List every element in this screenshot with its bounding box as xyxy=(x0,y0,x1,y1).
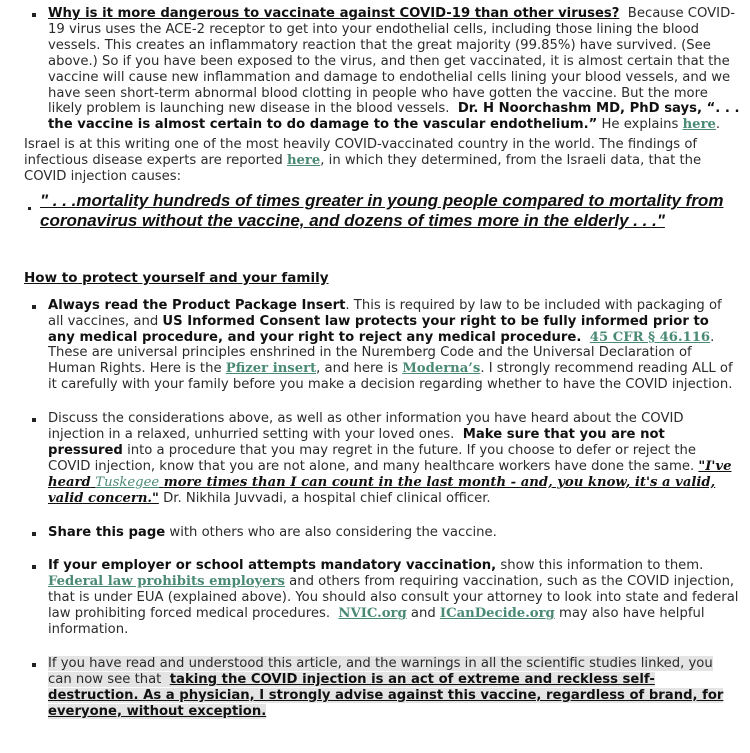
conclusion-text: If you have read and understood this article, and the warnings in all the scientific studies linked, you can now see that xyxy=(48,656,713,687)
package-insert-text: . This is required by law to be included with packaging of all vaccines, and xyxy=(48,297,722,329)
tuskegee-link[interactable]: Tuskegee xyxy=(95,474,160,490)
protect-item-discuss xyxy=(48,411,740,506)
explains-here-link[interactable]: here xyxy=(682,117,716,133)
and-text: and xyxy=(410,606,436,622)
conclusion-bold: taking the COVID injection is an act of extreme and reckless self-destruction. As a physician, I strongly advise against this vaccine, regardless of brand, for everyone, without exception. xyxy=(48,671,724,719)
cfr-link[interactable]: 45 CFR § 46.116 xyxy=(589,329,711,345)
principles-text: . These are universal principles enshrined in the Nuremberg Code and the Universal Declaration of Human Rights. Here is the xyxy=(48,329,715,377)
not-pressured-bold: Make sure that you are not pressured xyxy=(48,427,665,458)
faq-item-vaccination-danger xyxy=(48,6,740,133)
helpful-text: may also have helpful information. xyxy=(48,606,705,638)
israel-text-2: , in which they determined, from the Israeli data, that the COVID injection causes: xyxy=(24,153,702,185)
package-insert-bold: Always read the Product Package Insert xyxy=(48,297,346,313)
federal-law-link[interactable]: Federal law prohibits employers xyxy=(48,574,285,590)
faq-question: Why is it more dangerous to vaccinate against COVID-19 than other viruses? xyxy=(48,6,620,21)
discuss-text: Discuss the considerations above, as well as other information you have heard about the COVID injection in a relaxed, unhurried setting with your loved ones. xyxy=(48,411,684,443)
protect-list xyxy=(24,298,740,720)
share-text: with others who are also considering the vaccine. xyxy=(169,524,497,540)
faq-list xyxy=(24,6,740,133)
israel-paragraph xyxy=(24,137,740,185)
noorchashm-quote: Dr. H Noorchashm MD, PhD says, “. . . the vaccine is almost certain to do damage to the vascular endothelium.” xyxy=(48,101,740,133)
israel-quote-list xyxy=(24,191,740,231)
protect-heading: How to protect yourself and your family xyxy=(24,269,329,286)
icandecide-link[interactable]: ICanDecide.org xyxy=(439,606,555,622)
employer-text: show this information to them. xyxy=(500,558,704,574)
regret-text: into a procedure that you may regret in the future. If you choose to defer or reject the COVID injection, know that you are not alone, and many healthcare workers have done the same. xyxy=(48,442,696,474)
israel-quote-item xyxy=(40,191,740,231)
israel-here-link[interactable]: here xyxy=(286,153,321,169)
eua-text: and others from requiring vaccination, such as the COVID injection, that is under EUA (explained above). You should also consult your attorney to look into state and federal law prohibiting forced medical procedures. xyxy=(48,574,739,622)
faq-answer-text: Because COVID-19 virus uses the ACE-2 receptor to get into your endothelial cells, including those lining the blood vessels. This creates an inflammatory reaction that the great majority (99.85%) have survived. (See above.) So if you have been exposed to the virus, and then get vaccinated, it is almost certain that the vaccine will cause new inflammation and damage to endothelial cells lining your blood vessels, and we have seen short-term abnormal blood clotting in people who have gotten the vaccine. But the more likely problem is launching new disease in the blood vessels. xyxy=(48,6,735,117)
israel-text: Israel is at this writing one of the most heavily COVID-vaccinated country in the world. The findings of infectious disease experts are reported xyxy=(24,137,698,169)
mortality-quote: " . . .mortality hundreds of times greater in young people compared to mortality from coronavirus without the vaccine, and dozens of times more in the elderly . . ." xyxy=(40,190,724,230)
recommend-text: . I strongly recommend reading ALL of it carefully with your family before you make a decision regarding whether to have the COVID injection. xyxy=(48,361,733,393)
protect-item-employer xyxy=(48,558,740,638)
share-bold: Share this page xyxy=(48,524,166,540)
period: . xyxy=(715,117,721,133)
moderna-intro-text: , and here is xyxy=(316,361,398,377)
nvic-link[interactable]: NVIC.org xyxy=(338,606,407,622)
quote-part-2: more times than I can count in the last month - and, you know, it's a valid, valid concern." xyxy=(48,474,716,506)
employer-bold: If your employer or school attempts mandatory vaccination, xyxy=(48,558,497,574)
pfizer-insert-link[interactable]: Pfizer insert xyxy=(225,361,317,377)
protect-item-share xyxy=(48,525,740,541)
informed-consent-bold: US Informed Consent law protects your right to be fully informed prior to any medical procedure, and your right to reject any medical procedure. xyxy=(48,313,709,345)
protect-item-conclusion xyxy=(48,656,740,720)
quote-attribution: Dr. Nikhila Juvvadi, a hospital chief clinical officer. xyxy=(163,490,491,506)
moderna-link[interactable]: Moderna’s xyxy=(402,361,481,377)
explains-text: He explains xyxy=(601,117,679,133)
protect-item-package-insert xyxy=(48,298,740,393)
quote-part-1: "I've heard xyxy=(48,458,732,490)
